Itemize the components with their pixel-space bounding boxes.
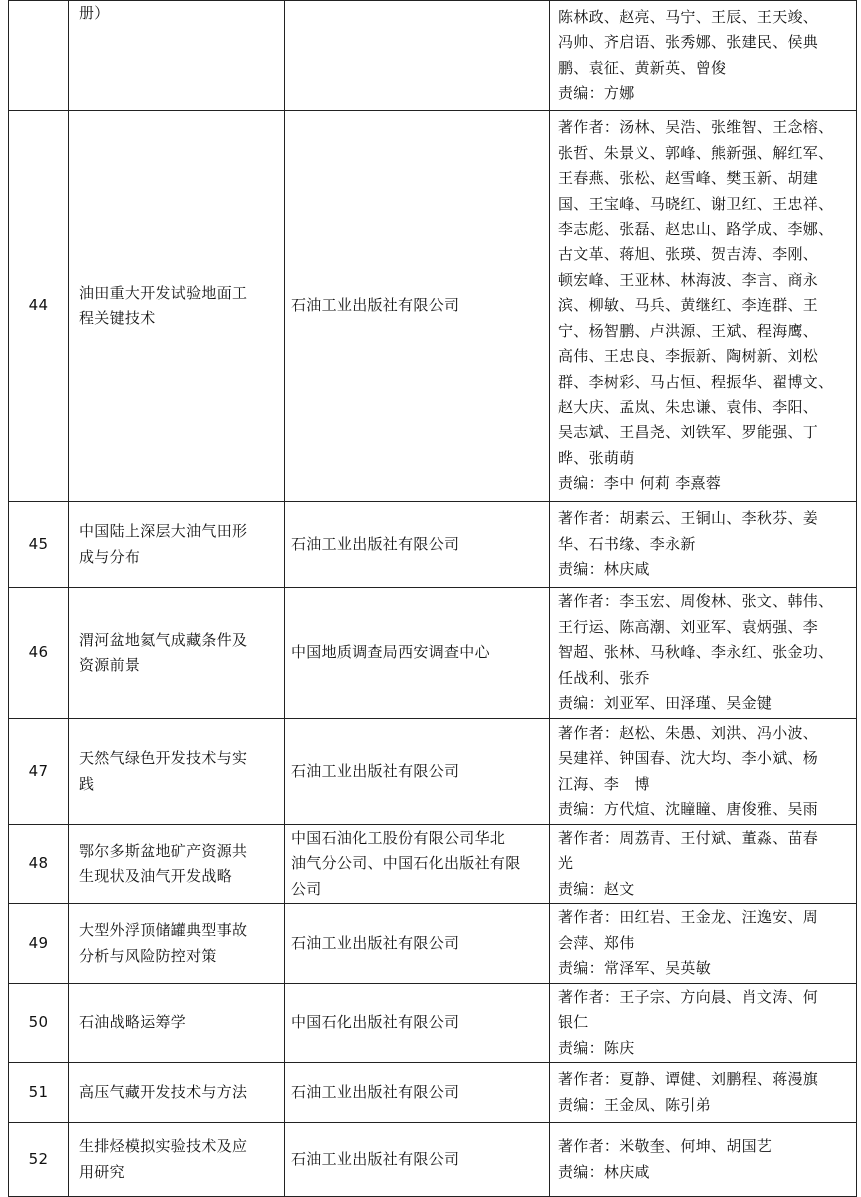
book-title xyxy=(69,1063,285,1123)
authors xyxy=(550,502,857,588)
editor-line: 责编：赵文 xyxy=(558,879,635,898)
authors xyxy=(550,1,857,111)
publisher xyxy=(285,1063,550,1123)
publisher xyxy=(285,1123,550,1197)
row-number: 44 xyxy=(9,111,69,502)
publisher xyxy=(285,719,550,825)
row-number: 45 xyxy=(9,502,69,588)
authors xyxy=(550,904,857,984)
row-number: 49 xyxy=(9,904,69,984)
editor-line: 责编：刘亚军、田泽瑾、吴金键 xyxy=(558,694,773,713)
publisher-line: 石油工业出版社有限公司 xyxy=(291,296,460,315)
publisher xyxy=(285,904,550,984)
author-line: 鹏、袁征、黄新英、曾俊 xyxy=(558,58,727,77)
editor-line: 责编：方代煊、沈瞳瞳、唐俊雅、吴雨 xyxy=(558,799,819,818)
book-title xyxy=(69,1,285,111)
row-number: 47 xyxy=(9,719,69,825)
author-line: 著作者：胡素云、王铜山、李秋芬、姜 xyxy=(558,509,819,528)
book-title xyxy=(69,502,285,588)
publisher-line: 石油工业出版社有限公司 xyxy=(291,761,460,780)
table-row xyxy=(9,904,857,984)
authors xyxy=(550,1123,857,1197)
row-number: 50 xyxy=(9,984,69,1063)
authors xyxy=(550,588,857,719)
title-line: 天然气绿色开发技术与实 xyxy=(79,749,248,768)
title-line: 高压气藏开发技术与方法 xyxy=(79,1082,248,1101)
author-line: 吴建祥、钟国春、沈大均、李小斌、杨 xyxy=(558,749,819,768)
book-title xyxy=(69,111,285,502)
table-body xyxy=(9,1,857,1197)
publisher xyxy=(285,111,550,502)
book-title xyxy=(69,1123,285,1197)
authors xyxy=(550,984,857,1063)
title-line: 成与分布 xyxy=(79,547,141,566)
author-line: 晔、张萌萌 xyxy=(558,448,635,467)
author-line: 华、石书缘、李永新 xyxy=(558,534,696,553)
author-line: 赵大庆、孟岚、朱忠谦、袁伟、李阳、 xyxy=(558,397,819,416)
title-line: 册） xyxy=(79,4,110,22)
author-line: 著作者：王子宗、方向晨、肖文涛、何 xyxy=(558,987,819,1006)
authors xyxy=(550,1063,857,1123)
editor-line: 责编：常泽军、吴英敏 xyxy=(558,959,712,978)
author-line: 著作者：米敬奎、何坤、胡国艺 xyxy=(558,1137,773,1156)
book-title xyxy=(69,904,285,984)
book-title xyxy=(69,588,285,719)
author-line: 陈林政、赵亮、马宁、王辰、王天竣、 xyxy=(558,7,819,26)
publisher-line: 中国地质调查局西安调查中心 xyxy=(291,643,490,662)
book-title xyxy=(69,825,285,904)
title-line: 渭河盆地氦气成藏条件及 xyxy=(79,630,248,649)
author-line: 群、李树彩、马占恒、程振华、翟博文、 xyxy=(558,372,834,391)
title-line: 资源前景 xyxy=(79,656,141,674)
title-line: 油田重大开发试验地面工 xyxy=(79,283,248,302)
author-line: 国、王宝峰、马晓红、谢卫红、王忠祥、 xyxy=(558,194,834,213)
authors xyxy=(550,111,857,502)
table-row xyxy=(9,1063,857,1123)
row-number: 46 xyxy=(9,588,69,719)
author-line: 李志彪、张磊、赵忠山、路学成、李娜、 xyxy=(558,220,834,239)
authors xyxy=(550,719,857,825)
editor-line: 责编：林庆咸 xyxy=(558,1162,650,1181)
publisher xyxy=(285,502,550,588)
title-line: 分析与风险防控对策 xyxy=(79,946,217,965)
title-line: 践 xyxy=(79,774,95,793)
editor-line: 责编：陈庆 xyxy=(558,1038,635,1057)
publisher-line: 石油工业出版社有限公司 xyxy=(291,933,460,952)
table-row xyxy=(9,984,857,1063)
author-line: 顿宏峰、王亚林、林海波、李言、商永 xyxy=(558,270,819,289)
table-row xyxy=(9,1,857,111)
author-line: 宁、杨智鹏、卢洪源、王斌、程海鹰、 xyxy=(558,321,819,340)
title-line: 程关键技术 xyxy=(79,309,156,327)
table-row xyxy=(9,825,857,904)
publisher xyxy=(285,588,550,719)
title-line: 生现状及油气开发战略 xyxy=(79,867,233,885)
book-title xyxy=(69,719,285,825)
author-line: 王春燕、张松、赵雪峰、樊玉新、胡建 xyxy=(558,169,819,188)
publisher-line: 油气分公司、中国石化出版社有限 xyxy=(291,854,521,873)
author-line: 会萍、郑伟 xyxy=(558,933,635,952)
title-line: 中国陆上深层大油气田形 xyxy=(79,522,248,541)
author-line: 吴志斌、王昌尧、刘铁军、罗能强、丁 xyxy=(558,423,819,442)
title-line: 用研究 xyxy=(79,1162,125,1181)
publisher-line: 石油工业出版社有限公司 xyxy=(291,534,460,553)
title-line: 鄂尔多斯盆地矿产资源共 xyxy=(79,841,248,860)
author-line: 银仁 xyxy=(558,1013,589,1032)
table-row xyxy=(9,1123,857,1197)
author-line: 著作者：汤林、吴浩、张维智、王念榕、 xyxy=(558,118,834,137)
editor-line: 责编：方娜 xyxy=(558,83,635,102)
publisher xyxy=(285,1,550,111)
author-line: 江海、李 博 xyxy=(558,774,650,793)
author-line: 著作者：周荔青、王付斌、董淼、苗春 xyxy=(558,828,819,847)
author-line: 著作者：李玉宏、周俊林、张文、韩伟、 xyxy=(558,592,834,611)
publisher xyxy=(285,984,550,1063)
authors xyxy=(550,825,857,904)
title-line: 大型外浮顶储罐典型事故 xyxy=(79,921,248,940)
author-line: 高伟、王忠良、李振新、陶树新、刘松 xyxy=(558,347,819,366)
author-line: 古文革、蒋旭、张瑛、贺吉涛、李刚、 xyxy=(558,245,819,264)
table-row xyxy=(9,111,857,502)
editor-line: 责编：李中 何莉 李熹蓉 xyxy=(558,474,722,493)
author-line: 光 xyxy=(558,854,574,873)
author-line: 著作者：赵松、朱愚、刘洪、冯小波、 xyxy=(558,723,819,742)
title-line: 石油战略运筹学 xyxy=(79,1013,187,1032)
row-number: 51 xyxy=(9,1063,69,1123)
title-line: 生排烃模拟实验技术及应 xyxy=(79,1137,248,1156)
publisher-line: 中国石化出版社有限公司 xyxy=(291,1013,460,1032)
table-row xyxy=(9,719,857,825)
publisher xyxy=(285,825,550,904)
author-line: 任战利、张乔 xyxy=(558,668,650,687)
row-number: 52 xyxy=(9,1123,69,1197)
author-line: 冯帅、齐启语、张秀娜、张建民、侯典 xyxy=(558,33,819,52)
publisher-line: 中国石油化工股份有限公司华北 xyxy=(291,828,506,847)
publisher-line: 石油工业出版社有限公司 xyxy=(291,1082,460,1101)
publisher-line: 公司 xyxy=(291,879,322,898)
table-row xyxy=(9,502,857,588)
author-line: 智超、张林、马秋峰、李永红、张金功、 xyxy=(558,643,834,662)
table-row xyxy=(9,588,857,719)
row-number xyxy=(9,1,69,111)
author-line: 著作者：夏静、谭健、刘鹏程、蒋漫旗 xyxy=(558,1070,819,1089)
book-list-table xyxy=(8,0,857,1197)
publisher-line: 石油工业出版社有限公司 xyxy=(291,1149,460,1168)
editor-line: 责编：林庆咸 xyxy=(558,560,650,579)
book-title xyxy=(69,984,285,1063)
row-number: 48 xyxy=(9,825,69,904)
author-line: 王行运、陈高潮、刘亚军、袁炳强、李 xyxy=(558,617,819,636)
author-line: 著作者：田红岩、王金龙、汪逸安、周 xyxy=(558,908,819,927)
editor-line: 责编：王金凤、陈引弟 xyxy=(558,1095,712,1114)
author-line: 滨、柳敏、马兵、黄继红、李连群、王 xyxy=(558,296,819,315)
author-line: 张哲、朱景义、郭峰、熊新强、解红军、 xyxy=(558,143,834,162)
